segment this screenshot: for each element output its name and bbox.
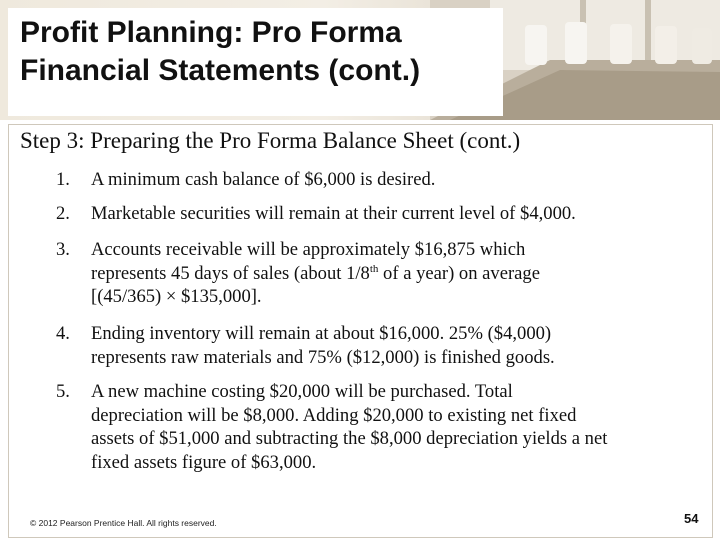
item-line: represents 45 days of sales (about 1/8	[91, 262, 370, 284]
item-line: assets of $51,000 and subtracting the $8,000 depreciation yields a net	[91, 428, 608, 449]
item-number: 3.	[56, 239, 70, 260]
item-line: Ending inventory will remain at about $16,000. 25% ($4,000)	[91, 323, 552, 344]
title-line-1: Profit Planning: Pro Forma	[20, 16, 402, 49]
slide-title	[20, 14, 420, 90]
item-text: A minimum cash balance of $6,000 is desired.	[91, 169, 436, 190]
item-text	[91, 322, 707, 369]
item-line: of a year) on average	[378, 262, 540, 284]
copyright-footer: © 2012 Pearson Prentice Hall. All rights reserved.	[30, 518, 217, 528]
item-text: Marketable securities will remain at their current level of $4,000.	[91, 203, 576, 224]
step-heading: Step 3: Preparing the Pro Forma Balance Sheet (cont.)	[20, 128, 521, 153]
item-number: 5.	[56, 381, 70, 402]
item-line: [(45/365) × $135,000].	[91, 286, 262, 307]
superscript: th	[369, 262, 379, 275]
item-text	[91, 238, 707, 309]
page-number: 54	[684, 511, 699, 526]
item-number: 1.	[56, 169, 70, 190]
title-line-2: Financial Statements (cont.)	[20, 54, 421, 87]
item-text	[91, 380, 707, 474]
item-line: A new machine costing $20,000 will be purchased. Total	[91, 381, 513, 402]
item-line: represents raw materials and 75% ($12,000) is finished goods.	[91, 346, 555, 368]
item-line: depreciation will be $8,000. Adding $20,000 to existing net fixed	[91, 404, 577, 426]
item-number: 2.	[56, 203, 70, 224]
item-number: 4.	[56, 323, 70, 344]
item-line: Accounts receivable will be approximately $16,875 which	[91, 239, 526, 260]
item-line: fixed assets figure of $63,000.	[91, 451, 317, 473]
